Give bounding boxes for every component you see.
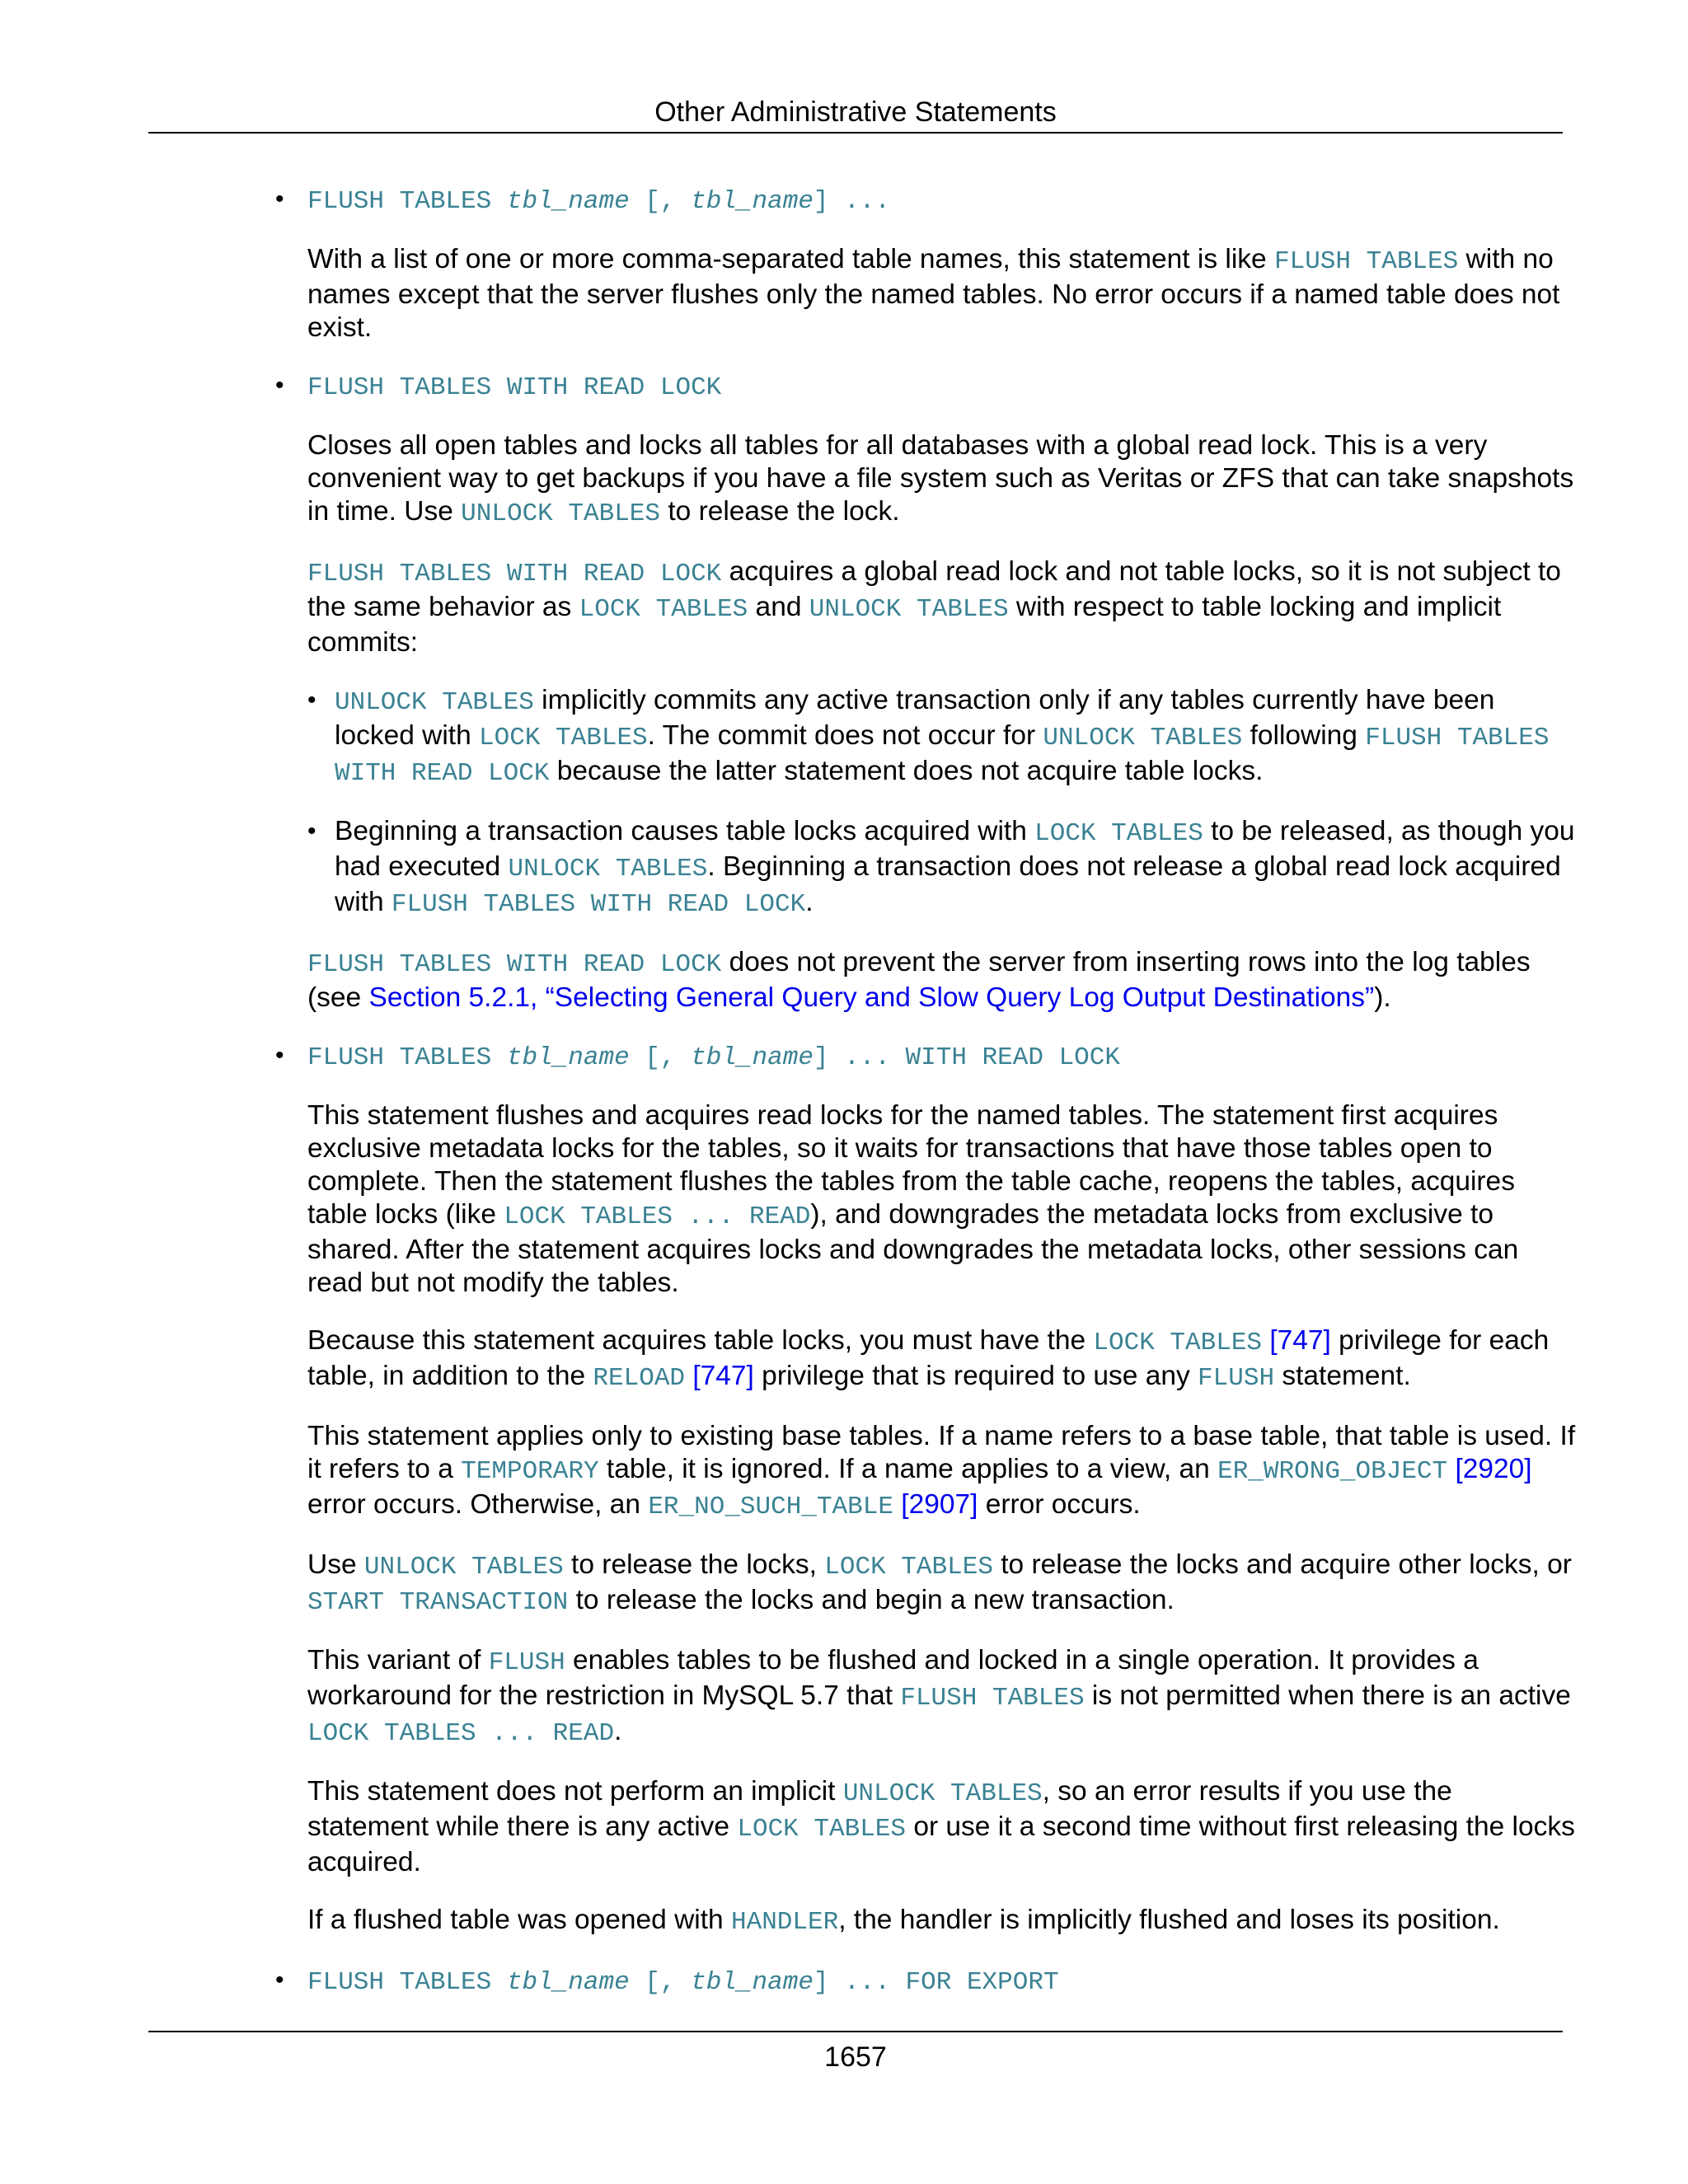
paragraph [307, 1549, 1578, 1619]
text-run: is not permitted when there is an active [1084, 1680, 1571, 1711]
inline-code: UNLOCK TABLES [1043, 724, 1243, 752]
text-run: If a flushed table was opened with [307, 1905, 731, 1935]
text-run: acquires a global read lock and not table locks, so it is not subject to the same behavior as [307, 556, 1561, 622]
inline-code: LOCK TABLES [824, 1553, 993, 1582]
inline-code: UNLOCK TABLES [461, 499, 661, 528]
paragraph [307, 1904, 1578, 1939]
inline-code: RELOAD [593, 1364, 686, 1393]
inline-code: FLUSH TABLES [307, 187, 507, 216]
inline-code: FLUSH [1198, 1364, 1275, 1393]
list-item [275, 369, 1578, 1015]
text-run: or use it a second time without first releasing the locks acquired. [307, 1811, 1575, 1877]
inline-code: FLUSH TABLES WITH READ LOCK [335, 724, 1550, 788]
sub-list-text [335, 684, 1578, 790]
paragraph [307, 555, 1578, 659]
inline-code: LOCK TABLES [479, 724, 648, 752]
text-run: This statement flushes and acquires read locks for the named tables. The statement first acquires exclusive metadata locks for the tables, so it waits for transactions that have those tables open to complete. Then the statement flushes the tables from the table cache, reopens the tables, acquires table locks (like [307, 1100, 1515, 1230]
inline-code: LOCK TABLES [1034, 819, 1203, 848]
inline-code: FLUSH TABLES WITH READ LOCK [307, 373, 722, 402]
inline-code: LOCK TABLES ... READ [504, 1202, 811, 1231]
inline-code: FLUSH TABLES [1274, 247, 1459, 276]
text-run: . [805, 887, 814, 917]
cross-reference-link[interactable]: [2920] [1455, 1454, 1532, 1484]
text-run: following [1242, 720, 1366, 751]
inline-code: FLUSH TABLES [307, 1043, 507, 1072]
inline-code: ] ... [813, 187, 890, 216]
inline-code-placeholder: tbl_name [506, 187, 630, 216]
cross-reference-link[interactable]: [747] [1269, 1325, 1331, 1356]
statement-syntax [307, 369, 1578, 405]
inline-code: ER_NO_SUCH_TABLE [648, 1493, 893, 1521]
inline-code-placeholder: tbl_name [506, 1043, 630, 1072]
inline-code: [, [629, 1968, 692, 1997]
text-run: Closes all open tables and locks all tables for all databases with a global read lock. This is a very convenient way to get backups if you have a file system such as Veritas or ZFS that can take snapshots in time. Use [307, 430, 1574, 527]
text-run: table, it is ignored. If a name applies to a view, an [598, 1454, 1218, 1484]
sub-list-text [335, 815, 1578, 921]
sub-list [307, 684, 1578, 921]
text-run: . Beginning a transaction does not release a global read lock acquired with [335, 851, 1561, 917]
inline-code: LOCK TABLES [1093, 1329, 1263, 1357]
list-item [275, 1964, 1578, 1999]
inline-code: UNLOCK TABLES [809, 595, 1009, 624]
inline-code: FLUSH TABLES WITH READ LOCK [391, 890, 806, 919]
paragraph [307, 243, 1578, 344]
bullet-icon: • [275, 1966, 284, 1994]
paragraph [307, 1099, 1578, 1300]
inline-code: HANDLER [731, 1908, 839, 1937]
statement-syntax [307, 183, 1578, 218]
inline-code: LOCK TABLES [737, 1815, 907, 1844]
paragraph [307, 1420, 1578, 1524]
bullet-icon: • [275, 185, 284, 213]
text-run: . The commit does not occur for [647, 720, 1043, 751]
inline-code: LOCK TABLES [579, 595, 748, 624]
inline-code: FLUSH TABLES [307, 1968, 507, 1997]
text-run [893, 1489, 901, 1520]
inline-code: LOCK TABLES ... READ [307, 1719, 615, 1748]
paragraph [307, 946, 1578, 1015]
cross-reference-link[interactable]: [2907] [901, 1489, 978, 1520]
document-body [275, 183, 1578, 2024]
text-run: Because this statement acquires table locks, you must have the [307, 1325, 1094, 1356]
text-run: , the handler is implicitly flushed and loses its position. [838, 1905, 1500, 1935]
paragraph [307, 1775, 1578, 1879]
paragraph [307, 429, 1578, 531]
text-run: ), and downgrades the metadata locks from exclusive to shared. After the statement acquires locks and downgrades the metadata locks, other sessions can read but not modify the tables. [307, 1199, 1519, 1298]
inline-code: UNLOCK TABLES [335, 688, 534, 717]
text-run: enables tables to be flushed and locked in a single operation. It provides a workaround for the restriction in MySQL 5.7 that [307, 1645, 1479, 1711]
bullet-icon: • [307, 818, 316, 845]
text-run: error occurs. [978, 1489, 1141, 1520]
inline-code: TEMPORARY [461, 1457, 599, 1486]
inline-code: ER_WRONG_OBJECT [1217, 1457, 1448, 1486]
inline-code: ] ... WITH READ LOCK [813, 1043, 1120, 1072]
list-item [275, 1039, 1578, 1939]
statement-syntax [307, 1964, 1578, 1999]
text-run: to be released, as though you had executed [335, 816, 1575, 882]
text-run: statement. [1274, 1361, 1411, 1391]
bullet-icon: • [275, 372, 284, 399]
page-footer [148, 2031, 1563, 2077]
cross-reference-link[interactable]: [747] [692, 1361, 754, 1391]
text-run: , so an error results if you use the statement while there is any active [307, 1776, 1452, 1842]
inline-code: UNLOCK TABLES [363, 1553, 564, 1582]
text-run: implicitly commits any active transaction only if any tables currently have been locked with [335, 685, 1495, 751]
text-run: This statement does not perform an implicit [307, 1776, 843, 1807]
sub-list-item [307, 815, 1578, 921]
statement-syntax [307, 1039, 1578, 1075]
inline-code: [, [629, 1043, 692, 1072]
bullet-icon: • [307, 687, 316, 714]
inline-code-placeholder: tbl_name [691, 1043, 814, 1072]
inline-code: FLUSH TABLES WITH READ LOCK [307, 950, 722, 979]
text-run: privilege that is required to use any [753, 1361, 1198, 1391]
inline-code: [, [629, 187, 692, 216]
text-run: with respect to table locking and implicit commits: [307, 592, 1502, 658]
text-run: . [614, 1716, 622, 1746]
text-run: and [748, 592, 809, 622]
inline-code-placeholder: tbl_name [691, 187, 814, 216]
bullet-icon: • [275, 1042, 284, 1069]
text-run: This variant of [307, 1645, 489, 1675]
list-item [275, 183, 1578, 344]
text-run [1262, 1325, 1269, 1356]
text-run: This statement applies only to existing base tables. If a name refers to a base table, that table is used. If it refers to a [307, 1421, 1576, 1484]
text-run: to release the lock. [660, 496, 900, 527]
page-number: 1657 [824, 2041, 887, 2073]
text-run [685, 1361, 692, 1391]
inline-code-placeholder: tbl_name [691, 1968, 814, 1997]
text-run: does not prevent the server from inserting rows into the log tables (see [307, 947, 1531, 1013]
cross-reference-link[interactable]: Section 5.2.1, “Selecting General Query and Slow Query Log Output Destinations” [368, 982, 1375, 1013]
page-header-title: Other Administrative Statements [654, 96, 1057, 128]
page-header [148, 92, 1563, 134]
text-run: to release the locks and acquire other locks, or [992, 1549, 1572, 1580]
text-run: Use [307, 1549, 364, 1580]
text-run: ). [1374, 982, 1391, 1013]
inline-code: START TRANSACTION [307, 1588, 569, 1617]
text-run: error occurs. Otherwise, an [307, 1489, 649, 1520]
inline-code: UNLOCK TABLES [508, 855, 708, 883]
inline-code: FLUSH TABLES [900, 1684, 1085, 1713]
inline-code: FLUSH [488, 1648, 565, 1677]
text-run: privilege for each table, in addition to the [307, 1325, 1550, 1391]
text-run: because the latter statement does not acquire table locks. [549, 756, 1264, 786]
inline-code: ] ... FOR EXPORT [813, 1968, 1059, 1997]
sub-list-item [307, 684, 1578, 790]
text-run: Beginning a transaction causes table locks acquired with [335, 816, 1035, 846]
inline-code-placeholder: tbl_name [506, 1968, 630, 1997]
text-run: With a list of one or more comma-separated table names, this statement is like [307, 244, 1274, 274]
inline-code: FLUSH TABLES WITH READ LOCK [307, 560, 722, 588]
paragraph [307, 1324, 1578, 1395]
paragraph [307, 1644, 1578, 1750]
text-run: to release the locks, [563, 1549, 825, 1580]
inline-code: UNLOCK TABLES [842, 1779, 1043, 1808]
text-run: to release the locks and begin a new transaction. [568, 1585, 1175, 1615]
text-run: with no names except that the server flushes only the named tables. No error occurs if a named table does not exist. [307, 244, 1560, 343]
